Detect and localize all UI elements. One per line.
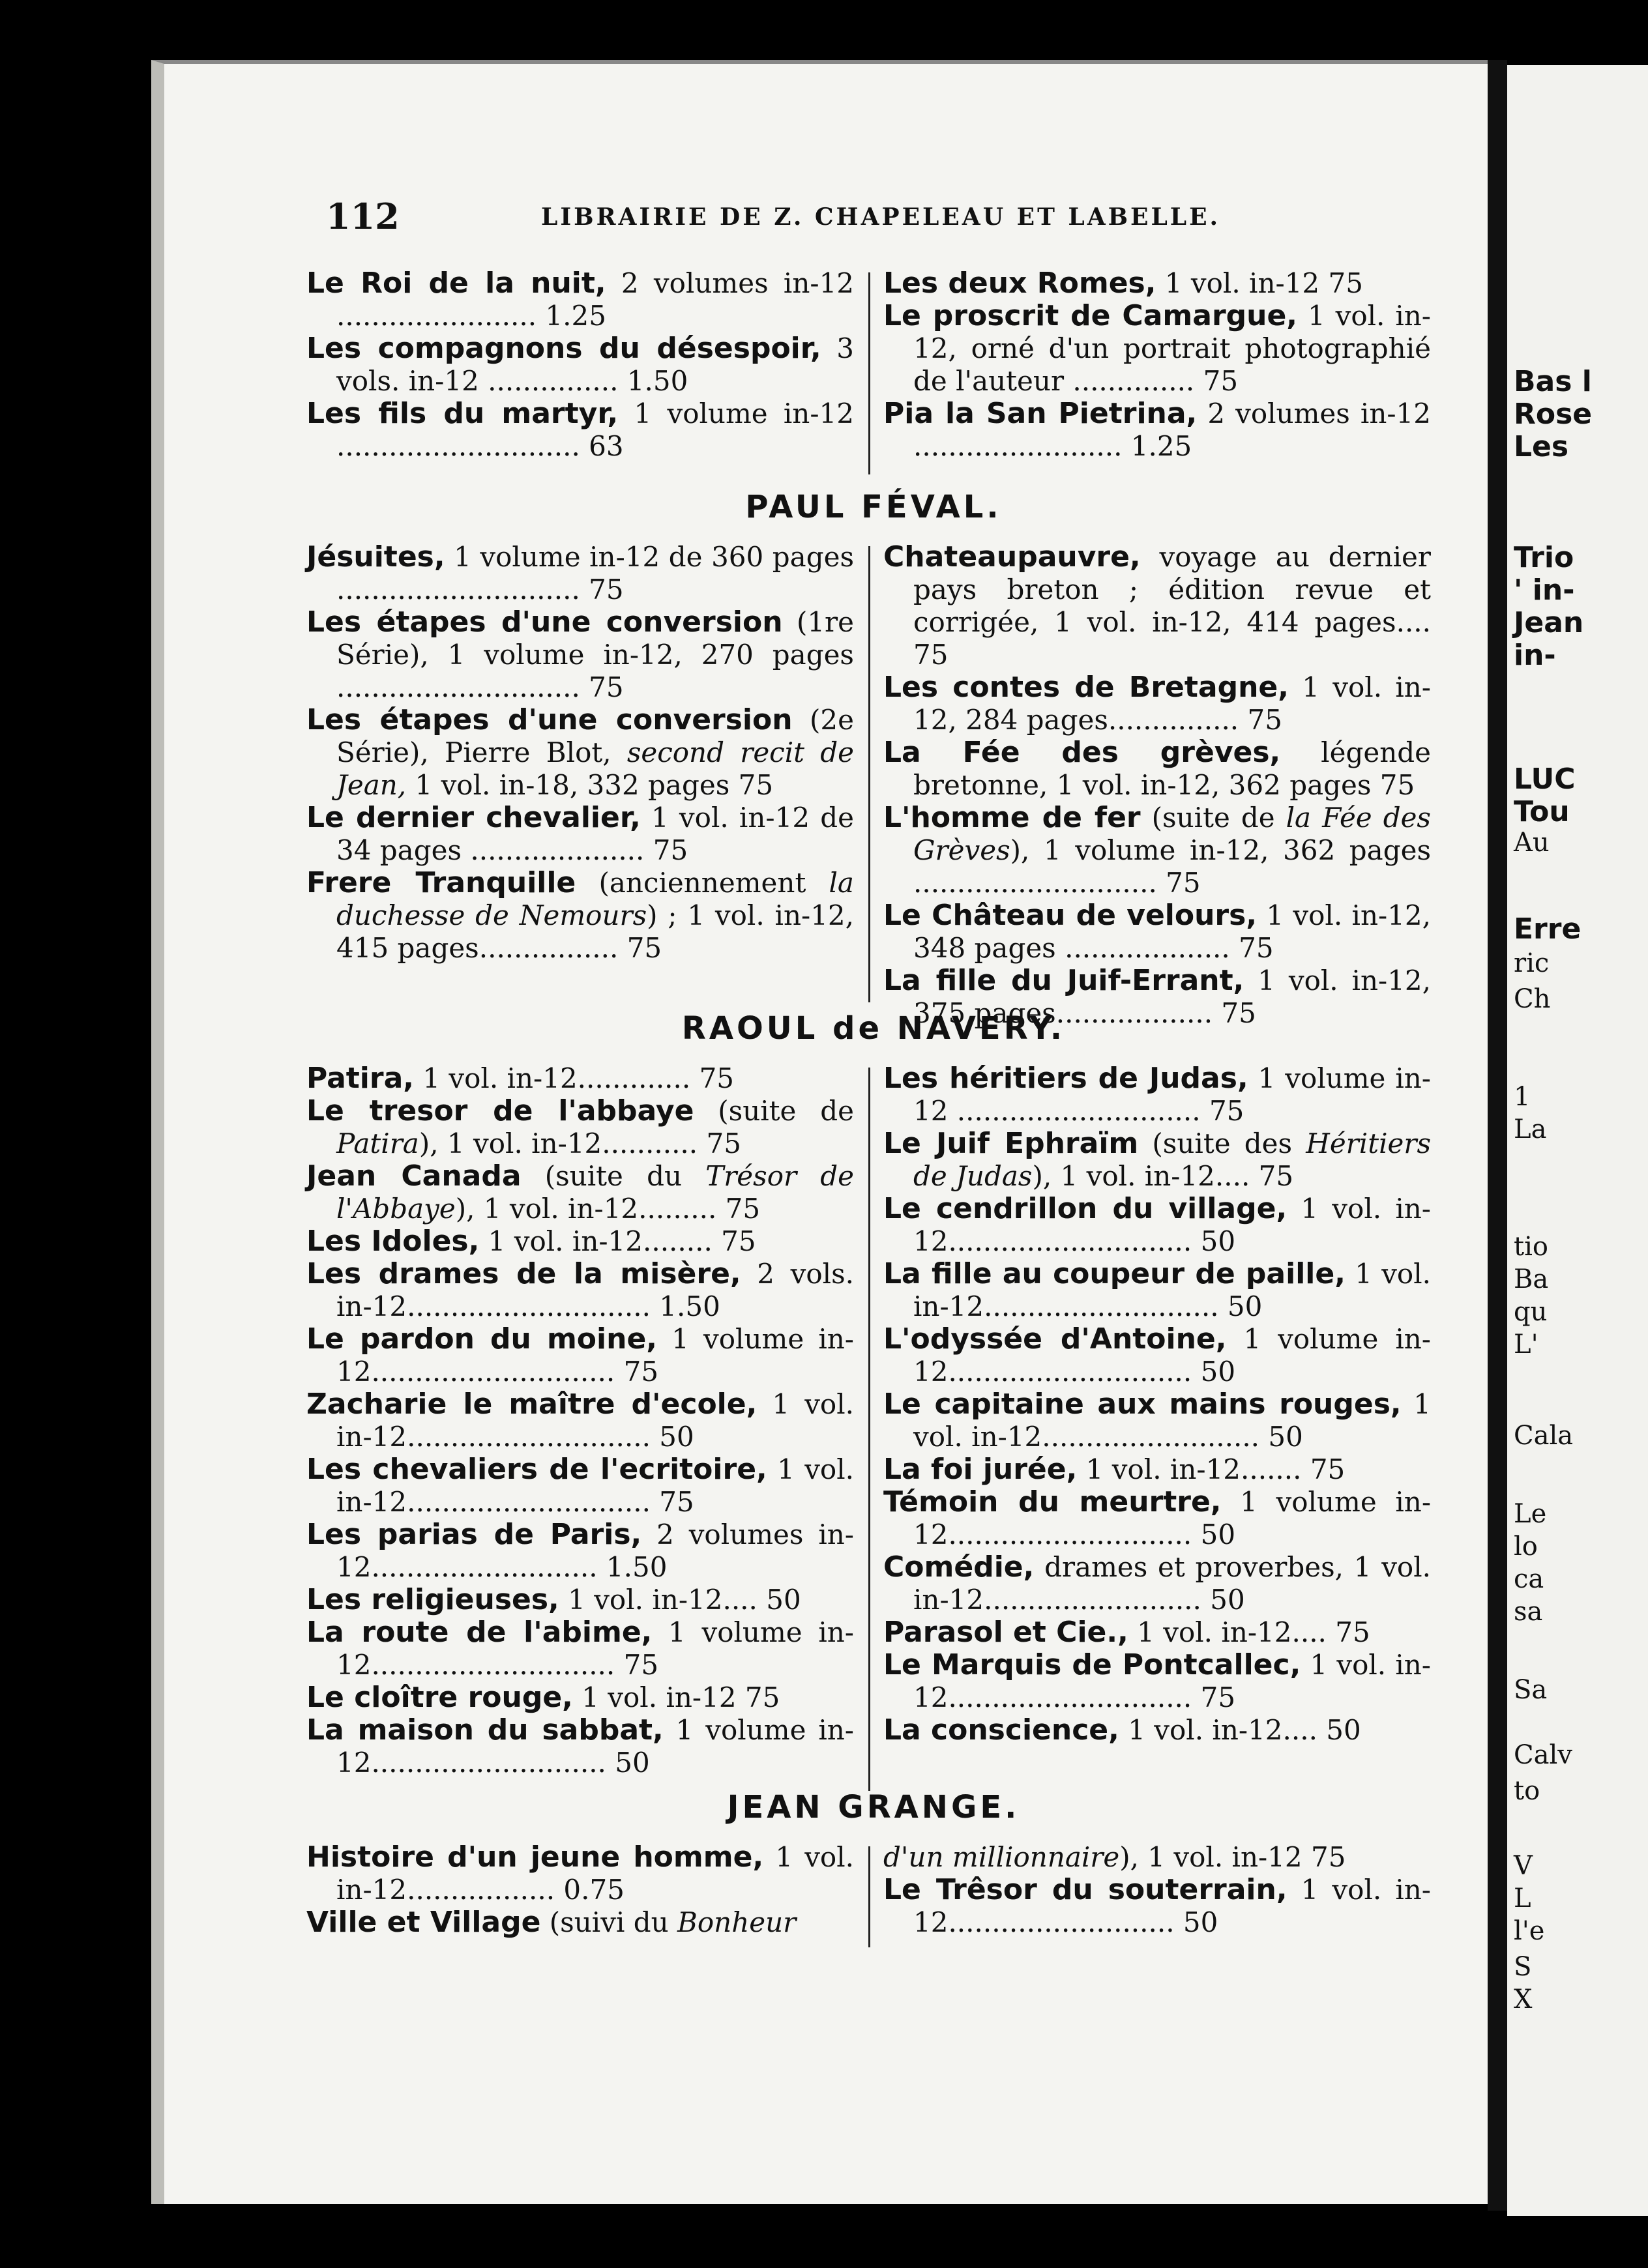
right-column <box>883 267 1431 463</box>
entry-description: 1 vol. in-12 75 <box>572 1681 780 1713</box>
entry-title: Le Marquis de Pontcallec, <box>883 1648 1301 1681</box>
entry-description: 1 vol. in-12............. 75 <box>413 1062 735 1094</box>
column-rule <box>868 1068 870 1791</box>
entry-description: (suite de <box>1140 802 1286 834</box>
left-column <box>306 541 854 965</box>
entry-title: Les Idoles, <box>306 1225 480 1258</box>
entry-title: Les contes de Bretagne, <box>883 671 1289 704</box>
entry-description-tail: ), 1 vol. in-12 75 <box>1119 1841 1346 1873</box>
entry-title: Ville et Village <box>306 1906 541 1939</box>
fragment-line: X <box>1514 1984 1533 2014</box>
fragment-line: S <box>1514 1952 1532 1982</box>
entry-description: 1 volume in-12........................... 50 <box>336 1714 854 1779</box>
entry-title: La Fée des grèves, <box>883 736 1281 769</box>
fragment-line: La <box>1514 1114 1547 1144</box>
entry-description: (suivi du <box>540 1906 678 1938</box>
fragment-line: Au <box>1514 828 1550 858</box>
catalog-entry <box>306 606 854 704</box>
fragment-line: L' <box>1514 1330 1538 1359</box>
fragment-line: Trio <box>1514 541 1574 574</box>
entry-title: La conscience, <box>883 1713 1119 1747</box>
author-heading: JEAN GRANGE. <box>727 1789 1020 1825</box>
entry-title: Le cloître rouge, <box>306 1681 573 1714</box>
catalog-entry <box>883 1127 1431 1193</box>
entry-description-tail: ) ; 1 vol. in-12, 415 pages................ 75 <box>336 899 854 964</box>
entry-description: 1 volume in-12 de 360 pages ............................ 75 <box>336 541 854 605</box>
entry-italic-title: Bonheur <box>677 1906 797 1938</box>
entry-description: 1 vol. in-12........................... 50 <box>913 1258 1431 1322</box>
entry-title: L'homme de fer <box>883 801 1141 834</box>
fragment-line: ' in- <box>1514 574 1575 607</box>
right-column <box>883 1841 1431 1939</box>
author-heading: RAOUL de NAVERY. <box>681 1010 1066 1047</box>
fragment-line: ca <box>1514 1564 1544 1594</box>
entry-description: voyage au dernier pays breton ; édition revue et corrigée, 1 vol. in-12, 414 pages.... 75 <box>913 541 1431 671</box>
fragment-line: tio <box>1514 1232 1548 1262</box>
entry-title: Le Juif Ephraïm <box>883 1127 1139 1160</box>
catalog-entry <box>883 300 1431 398</box>
entry-description: (anciennement <box>576 867 829 899</box>
catalog-entry <box>883 1616 1431 1649</box>
catalog-entry <box>883 1874 1431 1939</box>
entry-title: Comédie, <box>883 1550 1035 1584</box>
entry-description: 1 vol. in-12.... 50 <box>559 1584 801 1616</box>
catalog-entry <box>306 541 854 606</box>
right-column <box>883 1062 1431 1747</box>
entry-title: Les parias de Paris, <box>306 1518 642 1551</box>
catalog-entry <box>883 802 1431 899</box>
catalog-entry <box>306 1323 854 1388</box>
catalog-entry <box>306 1681 854 1714</box>
entry-description: 1 vol. in-12............................ 50 <box>336 1388 854 1453</box>
entry-title: Le Trêsor du souterrain, <box>883 1873 1288 1906</box>
catalog-entry <box>306 1841 854 1906</box>
catalog-entry <box>883 1062 1431 1127</box>
entry-title: La route de l'abime, <box>306 1616 653 1649</box>
fragment-line: Ba <box>1514 1264 1549 1294</box>
catalog-entry <box>883 267 1431 300</box>
catalog-entry <box>306 1095 854 1160</box>
entry-title: Les étapes d'une conversion <box>306 605 783 639</box>
entry-description: 2 volumes in-12 ....................... 1.25 <box>336 267 855 332</box>
entry-description: 1 vol. in-12.... 50 <box>1119 1714 1361 1746</box>
entry-title: Pia la San Pietrina, <box>883 397 1198 430</box>
catalog-entry <box>306 802 854 867</box>
adjacent-page-fragment <box>1507 65 1648 2216</box>
entry-title: Le pardon du moine, <box>306 1322 657 1356</box>
catalog-entry <box>306 1258 854 1323</box>
entry-title: La maison du sabbat, <box>306 1713 664 1747</box>
entry-description-tail: ), 1 vol. in-12......... 75 <box>455 1193 761 1225</box>
entry-description: drames et proverbes, 1 vol. in-12......................... 50 <box>913 1551 1431 1616</box>
entry-title: Frere Tranquille <box>306 866 576 899</box>
catalog-entry <box>883 1486 1431 1551</box>
entry-description: 1 vol. in-12, 348 pages ................... 75 <box>913 899 1431 964</box>
fragment-line: l'e <box>1514 1916 1545 1946</box>
entry-description: 1 vol. in-12.......................... 50 <box>913 1874 1431 1938</box>
entry-description: 1 vol. in-12............................ 50 <box>913 1193 1431 1257</box>
entry-description: 1 vol. in-12....... 75 <box>1077 1453 1346 1485</box>
entry-description-tail: ), 1 vol. in-12.... 75 <box>1032 1160 1294 1192</box>
entry-title: Le dernier chevalier, <box>306 801 641 834</box>
fragment-line: Ch <box>1514 984 1551 1014</box>
entry-description: 1 volume in-12............................ 50 <box>913 1323 1431 1388</box>
catalog-entry <box>306 1584 854 1616</box>
entry-title: Le proscrit de Camargue, <box>883 299 1298 332</box>
entry-description: (1re Série), 1 volume in-12, 270 pages ............................ 75 <box>336 606 854 703</box>
entry-description: 1 volume in-12............................ 50 <box>913 1486 1432 1550</box>
entry-title: Les compagnons du désespoir, <box>306 332 821 365</box>
entry-title: Le capitaine aux mains rouges, <box>883 1388 1402 1421</box>
fragment-line: ric <box>1514 948 1550 978</box>
column-rule <box>868 1846 870 1947</box>
left-column <box>306 1062 854 1779</box>
column-rule <box>868 546 870 1002</box>
entry-title: Les étapes d'une conversion <box>306 703 793 736</box>
entry-description: 2 volumes in-12.......................... 1.50 <box>336 1519 854 1583</box>
catalog-entry <box>883 1649 1431 1714</box>
fragment-line: Bas l <box>1514 365 1592 398</box>
entry-italic-title: second recit de Jean, <box>336 736 854 801</box>
catalog-entry <box>306 332 854 398</box>
entry-italic-title: la Fée des Grèves <box>913 802 1431 866</box>
entry-title: Les héritiers de Judas, <box>883 1062 1248 1095</box>
entry-title: Les chevaliers de l'ecritoire, <box>306 1453 767 1486</box>
fragment-line: Les <box>1514 430 1569 463</box>
catalog-entry <box>306 1388 854 1453</box>
left-column <box>306 267 854 463</box>
running-title: LIBRAIRIE DE Z. CHAPELEAU ET LABELLE. <box>541 203 1221 231</box>
catalog-entry <box>883 736 1431 802</box>
entry-description: 1 vol. in-12......................... 50 <box>913 1388 1431 1453</box>
page-header <box>326 196 1402 235</box>
catalog-entry <box>306 1714 854 1779</box>
entry-title: Le Roi de la nuit, <box>306 267 606 300</box>
catalog-entry <box>883 899 1431 965</box>
entry-description: (2e Série), Pierre Blot, <box>336 704 854 768</box>
entry-title: Histoire d'un jeune homme, <box>306 1840 764 1874</box>
entry-description: 1 volume in-12 ............................ 63 <box>336 398 854 462</box>
entry-description: 1 volume in-12............................ 75 <box>336 1323 854 1388</box>
entry-description: 1 volume in-12............................ 75 <box>336 1616 854 1681</box>
page-gutter <box>1488 60 1507 2211</box>
fragment-line: LUC <box>1514 763 1576 796</box>
entry-title: La fille au coupeur de paille, <box>883 1257 1346 1290</box>
catalog-entry <box>306 267 854 332</box>
entry-title: Patira, <box>306 1062 414 1095</box>
fragment-line: V <box>1514 1851 1533 1881</box>
entry-title: Zacharie le maître d'ecole, <box>306 1388 758 1421</box>
fragment-line: Erre <box>1514 912 1582 946</box>
entry-description: 1 vol. in-12, 375 pages.................. 75 <box>913 965 1431 1029</box>
fragment-line: Sa <box>1514 1675 1548 1705</box>
entry-description: 1 vol. in-12 75 <box>1156 267 1363 299</box>
fragment-line: 1 <box>1514 1082 1531 1112</box>
entry-title: Le Château de velours, <box>883 899 1258 932</box>
entry-description: 1 vol. in-12........ 75 <box>479 1225 756 1257</box>
entry-title: Parasol et Cie., <box>883 1616 1128 1649</box>
entry-title: La fille du Juif-Errant, <box>883 964 1244 997</box>
entry-description: (suite de <box>694 1095 854 1127</box>
fragment-line: qu <box>1514 1297 1548 1327</box>
entry-title: Les drames de la misère, <box>306 1257 741 1290</box>
entry-description: 1 vol. in-12............................ 75 <box>336 1453 854 1518</box>
catalog-entry <box>306 704 854 802</box>
fragment-line: Cala <box>1514 1421 1574 1451</box>
catalog-entry <box>306 867 854 965</box>
entry-description-tail: ), 1 volume in-12, 362 pages ............................ 75 <box>913 834 1431 899</box>
catalog-entry <box>306 1906 854 1939</box>
entry-italic-title: la duchesse de Nemours <box>336 867 854 931</box>
left-column <box>306 1841 854 1939</box>
entry-title: Témoin du meurtre, <box>883 1485 1222 1519</box>
catalog-entry <box>883 541 1431 671</box>
entry-description-tail: 1 vol. in-18, 332 pages 75 <box>406 769 774 801</box>
fragment-line: Tou <box>1514 795 1570 828</box>
entry-title: Jésuites, <box>306 540 445 574</box>
column-rule <box>868 272 870 474</box>
entry-description: 1 vol. in-12, orné d'un portrait photographié de l'auteur .............. 75 <box>913 300 1431 397</box>
fragment-line: Rose <box>1514 398 1593 431</box>
catalog-entry <box>883 1323 1431 1388</box>
fragment-line: Calv <box>1514 1740 1572 1770</box>
entry-title: Le cendrillon du village, <box>883 1192 1288 1225</box>
entry-title: Jean Canada <box>306 1159 522 1193</box>
entry-description: 1 vol. in-12 de 34 pages .................... 75 <box>336 802 855 866</box>
entry-title: L'odyssée d'Antoine, <box>883 1322 1227 1356</box>
entry-description: 1 vol. in-12.... 75 <box>1128 1616 1370 1648</box>
entry-title: Les religieuses, <box>306 1583 559 1616</box>
entry-description: 1 vol. in-12................. 0.75 <box>336 1841 854 1906</box>
fragment-line: in- <box>1514 639 1556 672</box>
catalog-entry <box>306 398 854 463</box>
fragment-line: to <box>1514 1776 1540 1806</box>
catalog-entry <box>306 1453 854 1519</box>
fragment-line: L <box>1514 1883 1531 1913</box>
entry-description-tail: ), 1 vol. in-12........... 75 <box>419 1127 741 1159</box>
catalog-entry <box>883 1388 1431 1453</box>
entry-title: Chateaupauvre, <box>883 540 1141 574</box>
catalog-entry <box>883 1453 1431 1486</box>
catalog-entry <box>883 398 1431 463</box>
entry-description: 1 vol. in-12, 284 pages............... 75 <box>913 671 1431 736</box>
entry-italic-title: Patira <box>336 1127 419 1159</box>
catalog-entry <box>306 1160 854 1225</box>
entry-description: 1 vol. in-12............................ 75 <box>913 1649 1431 1713</box>
fragment-line: Jean <box>1514 606 1584 639</box>
entry-description: (suite des <box>1138 1127 1306 1159</box>
catalog-entry <box>883 1841 1431 1874</box>
entry-description: 1 volume in-12 ............................ 75 <box>913 1062 1431 1127</box>
fragment-line: Le <box>1514 1499 1547 1529</box>
catalog-entry <box>883 1258 1431 1323</box>
entry-italic-title: d'un millionnaire <box>883 1841 1120 1873</box>
catalog-entry <box>883 1193 1431 1258</box>
entry-description: 2 vols. in-12............................ 1.50 <box>336 1258 854 1322</box>
catalog-entry <box>883 1551 1431 1616</box>
entry-description: légende bretonne, 1 vol. in-12, 362 pages 75 <box>913 736 1431 801</box>
entry-title: La foi jurée, <box>883 1453 1078 1486</box>
fragment-line: lo <box>1514 1532 1538 1562</box>
catalog-entry <box>883 1714 1431 1747</box>
page-number: 112 <box>326 196 400 237</box>
entry-description: 2 volumes in-12 ........................ 1.25 <box>913 398 1432 462</box>
author-heading: PAUL FÉVAL. <box>745 489 1002 525</box>
catalog-entry <box>306 1225 854 1258</box>
catalog-entry <box>306 1062 854 1095</box>
entry-title: Le tresor de l'abbaye <box>306 1094 694 1127</box>
right-column <box>883 541 1431 1030</box>
fragment-line: sa <box>1514 1597 1543 1627</box>
entry-title: Les deux Romes, <box>883 267 1156 300</box>
entry-italic-title: Héritiers de Judas <box>913 1127 1431 1192</box>
catalog-entry <box>306 1616 854 1681</box>
entry-description: (suite du <box>521 1160 706 1192</box>
entry-title: Les fils du martyr, <box>306 397 619 430</box>
entry-italic-title: Trésor de l'Abbaye <box>336 1160 854 1225</box>
entry-description: 3 vols. in-12 ............... 1.50 <box>336 332 854 397</box>
catalog-entry <box>306 1519 854 1584</box>
catalog-entry <box>883 671 1431 736</box>
